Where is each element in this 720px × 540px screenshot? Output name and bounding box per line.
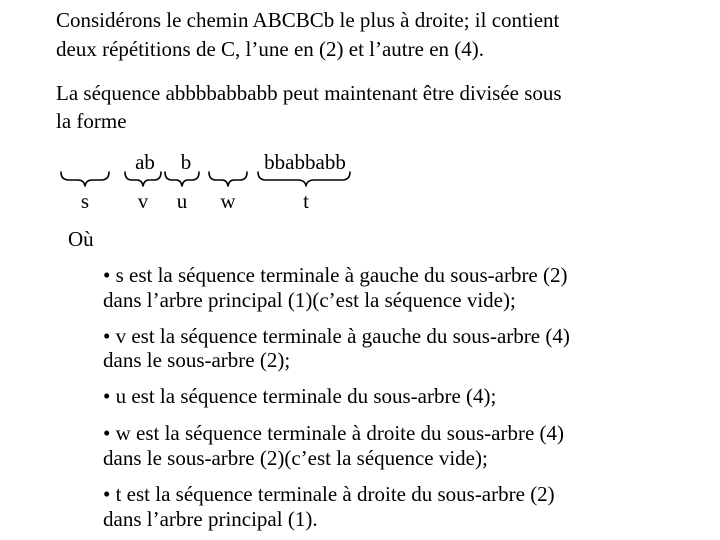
segment-v: v	[137, 189, 149, 213]
bullet-t-line-2: dans l’arbre principal (1).	[103, 507, 318, 531]
bullet-t-line-1: • t est la séquence terminale à droite du sous-arbre (2)	[103, 482, 555, 506]
underbrace-s	[61, 172, 109, 186]
bullet-u-line-1: • u est la séquence terminale du sous-arbre (4);	[103, 384, 497, 408]
segment-label-b: b	[180, 150, 192, 174]
segment-label-ab: ab	[135, 150, 155, 174]
segment-w: w	[220, 189, 236, 213]
underbrace-u	[165, 172, 199, 186]
bullet-v-line-2: dans le sous-arbre (2);	[103, 348, 291, 372]
segment-label-bbabbabb: bbabbabb	[264, 150, 346, 174]
segment-u: u	[176, 189, 188, 213]
intro-line-2: deux répétitions de C, l’une en (2) et l’autre en (4).	[56, 37, 485, 61]
ou-label: Où	[68, 227, 94, 251]
sequence-intro-line-1: La séquence abbbbabbabb peut maintenant être divisée sous	[56, 81, 562, 105]
sequence-intro-line-2: la forme	[56, 109, 127, 133]
segment-t: t	[303, 189, 309, 213]
bullet-s-line-1: • s est la séquence terminale à gauche du sous-arbre (2)	[103, 263, 568, 287]
segment-s: s	[80, 189, 90, 213]
underbrace-v	[125, 172, 161, 186]
underbrace-t	[258, 172, 350, 186]
intro-line-1: Considérons le chemin ABCBCb le plus à droite; il contient	[56, 8, 560, 32]
underbrace-w	[209, 172, 247, 186]
bullet-w-line-1: • w est la séquence terminale à droite du sous-arbre (4)	[103, 421, 565, 445]
bullet-v-line-1: • v est la séquence terminale à gauche du sous-arbre (4)	[103, 324, 570, 348]
bullet-w-line-2: dans le sous-arbre (2)(c’est la séquence vide);	[103, 446, 488, 470]
bullet-s-line-2: dans l’arbre principal (1)(c’est la séquence vide);	[103, 288, 516, 312]
